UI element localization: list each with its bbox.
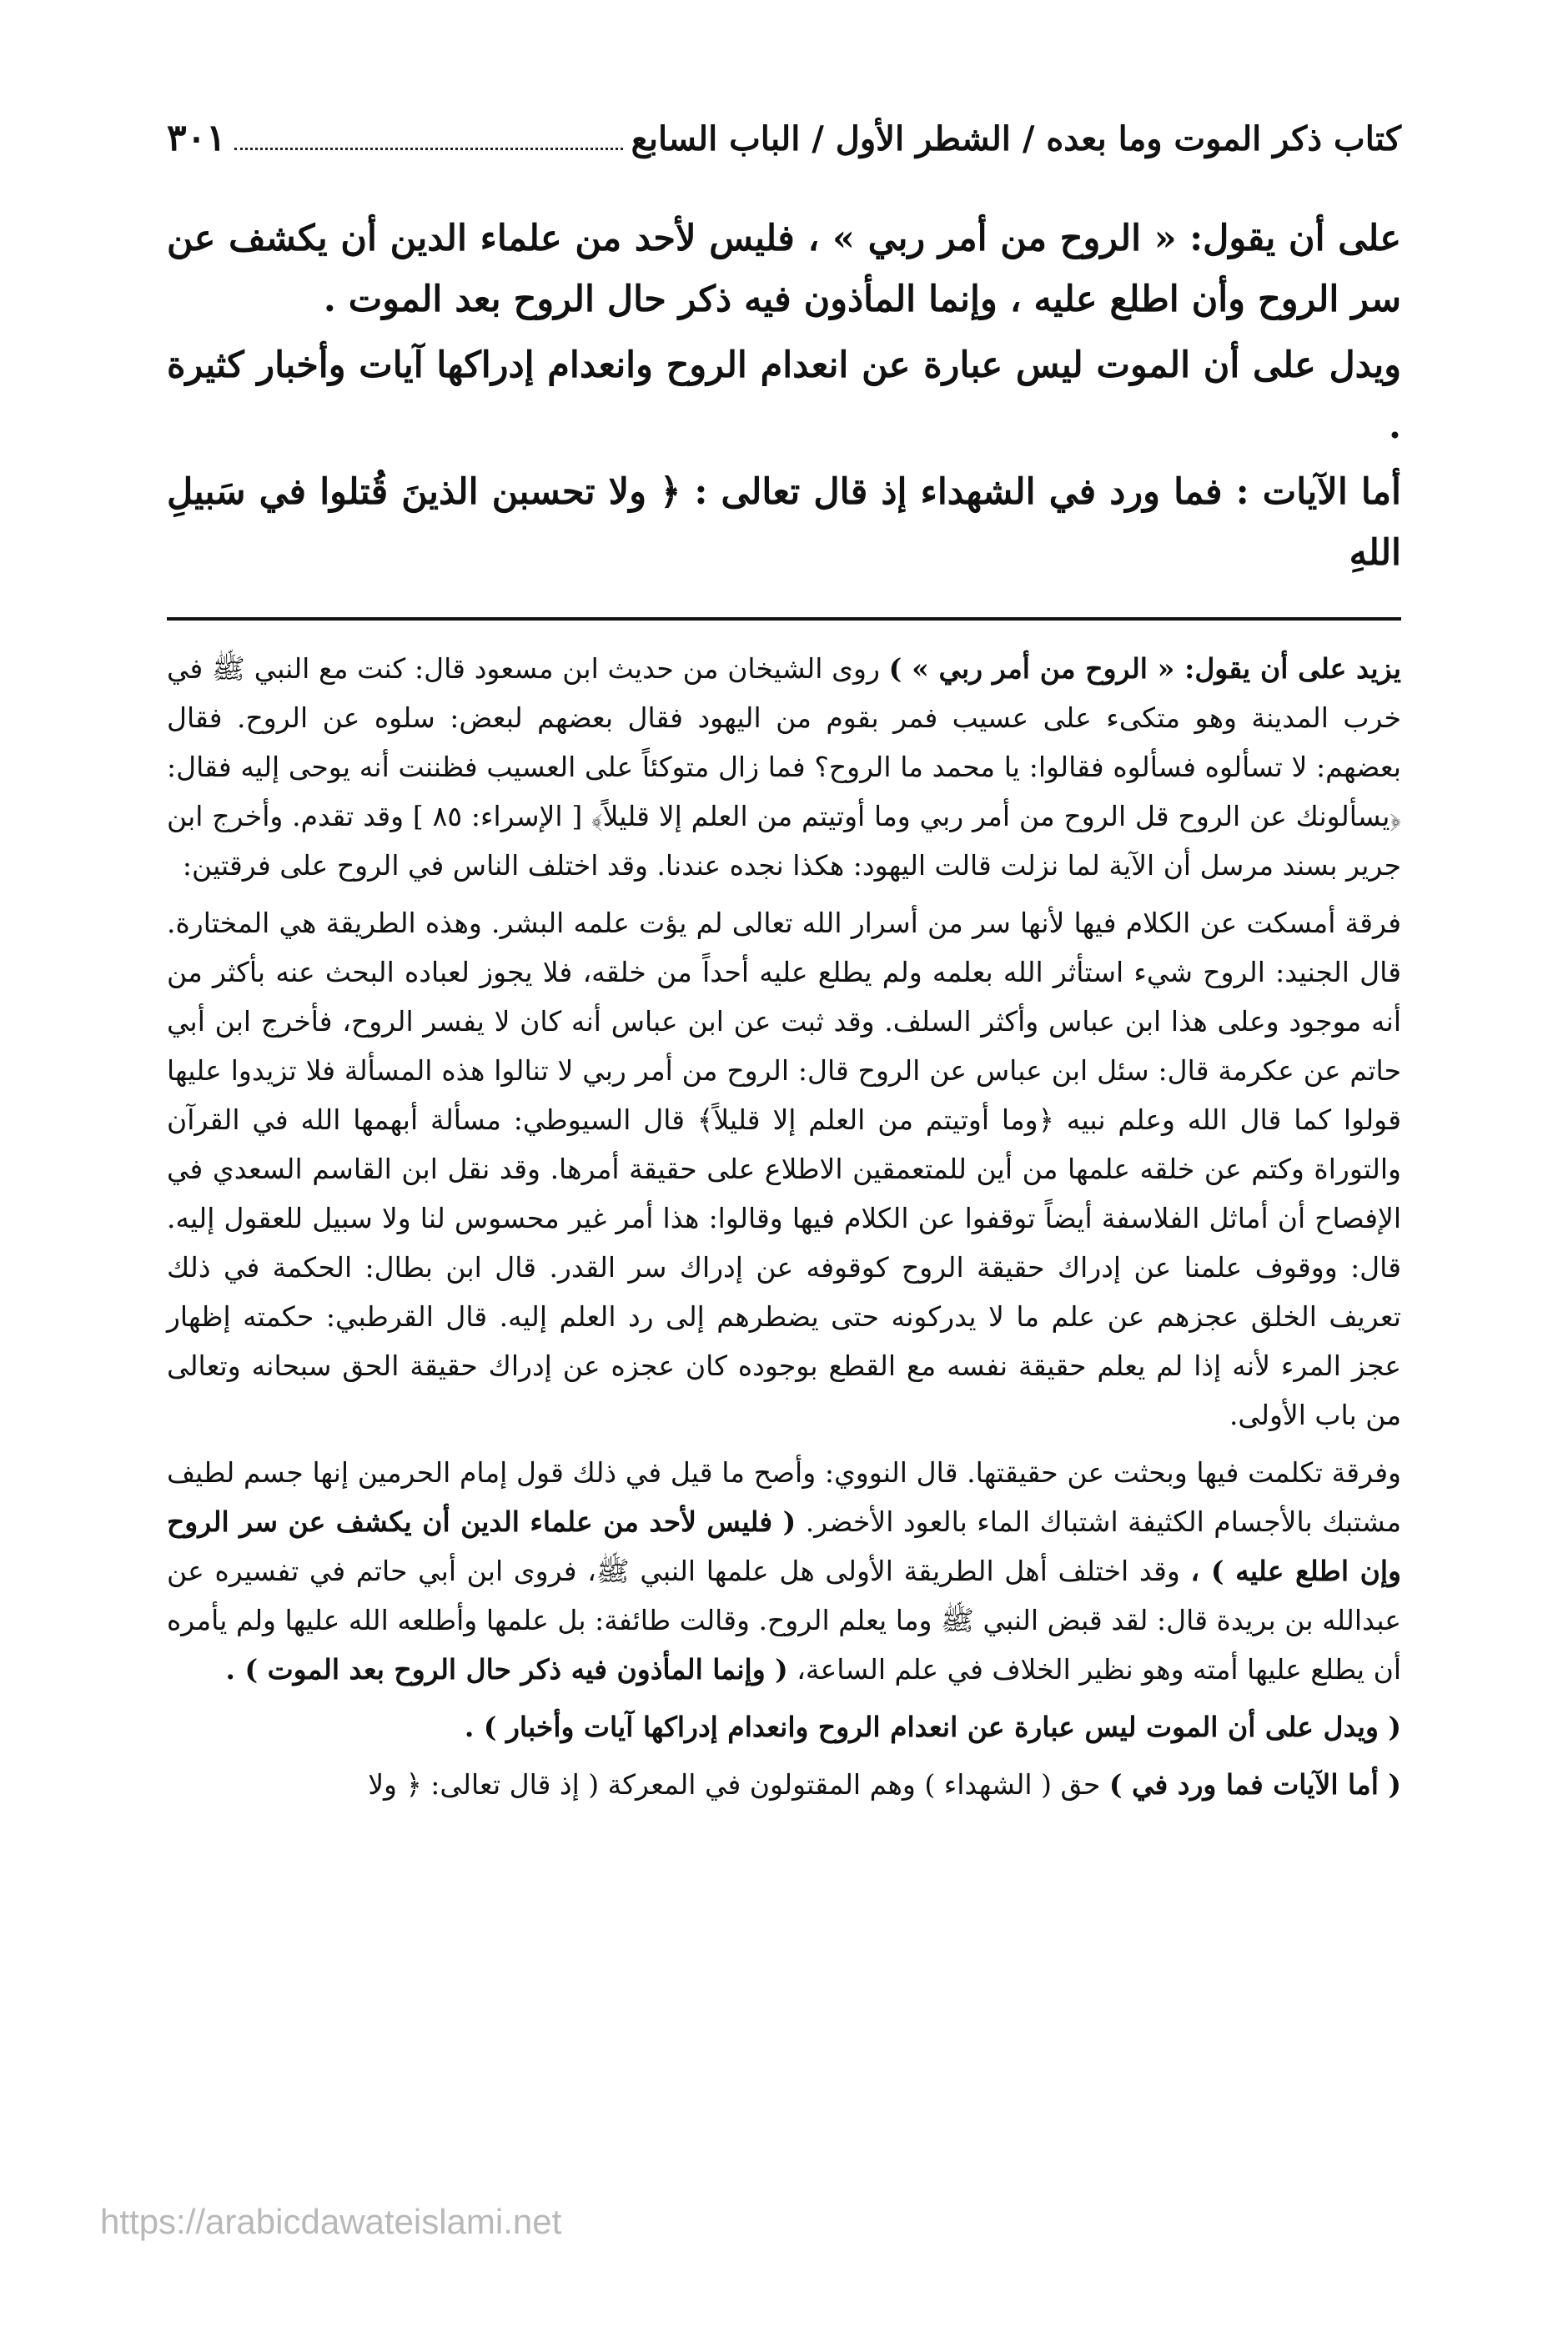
commentary-text: وقد اختلف أهل الطريقة الأولى هل علمها النبي ﷺ، فروى ابن أبي حاتم في تفسيره عن عبدالله بن بريدة قال: لقد قبض النبي ﷺ وما يعلم الروح. وقالت طائفة: بل علمها وأطلعه الله عليها ولم يأمره أن يطلع عليها أمته وهو نظير الخلاف في علم الساعة، (167, 1555, 1401, 1686)
commentary-paragraph (167, 1702, 1401, 1752)
commentary-paragraph (167, 1760, 1401, 1809)
footnote-divider (167, 617, 1401, 621)
main-paragraph: ويدل على أن الموت ليس عبارة عن انعدام الروح وانعدام إدراكها آيات وأخبار كثيرة . (167, 344, 1401, 447)
watermark-url: https://arabicdawateislami.net (100, 2202, 562, 2241)
commentary-paragraph (167, 898, 1401, 1440)
page-number: ٣٠١ (167, 117, 226, 159)
commentary-lemma: ( فليس لأحد من علماء الدين أن يكشف عن سر الروح وإن اطلع عليه ) ، (167, 1505, 1401, 1587)
commentary-text: حق ( الشهداء ) وهم المقتولون في المعركة ( إذ قال تعالى: ﴿ ولا (368, 1768, 1101, 1801)
main-text (167, 209, 1401, 584)
page-header (167, 117, 1401, 183)
main-paragraph: أما الآيات : فما ورد في الشهداء إذ قال تعالى : ﴿ ولا تحسبن الذينَ قُتلوا في سَبيلِ اللهِ (167, 471, 1401, 574)
commentary-lemma: ( وإنما المأذون فيه ذكر حال الروح بعد الموت ) . (225, 1653, 788, 1686)
commentary-text: روى الشيخان من حديث ابن مسعود قال: كنت مع النبي ﷺ في خرب المدينة وهو متكىء على عسيب فمر بقوم من اليهود فقال بعضهم لبعض: سلوه عن الروح. فقال بعضهم: لا تسألوه فسألوه فقالوا: يا محمد ما الروح؟ فما زال متوكئاً على العسيب فظننت أنه يوحى إليه فقال: ﴿يسألونك عن الروح قل الروح من أمر ربي وما أوتيتم من العلم إلا قليلاً﴾ [ الإسراء: ٨٥ ] وقد تقدم. وأخرج ابن جرير بسند مرسل أن الآية لما نزلت قالت اليهود: هكذا نجده عندنا. وقد اختلف الناس في الروح على فرقتين: (167, 652, 1401, 882)
main-paragraph: على أن يقول: « الروح من أمر ربي » ، فليس لأحد من علماء الدين أن يكشف عن سر الروح وأن اطلع عليه ، وإنما المأذون فيه ذكر حال الروح بعد الموت . (167, 218, 1401, 320)
commentary-text: وفرقة تكلمت فيها وبحثت عن حقيقتها. قال النووي: وأصح ما قيل في ذلك قول إمام الحرمين إنها جسم لطيف مشتبك بالأجسام الكثيفة اشتباك الماء بالعود الأخضر. (167, 1456, 1401, 1538)
commentary-paragraph (167, 644, 1401, 890)
commentary-lemma: ( ويدل على أن الموت ليس عبارة عن انعدام الروح وانعدام إدراكها آيات وأخبار ) . (464, 1711, 1401, 1743)
commentary-paragraph (167, 1448, 1401, 1694)
commentary-text: فرقة أمسكت عن الكلام فيها لأنها سر من أسرار الله تعالى لم يؤت علمه البشر. وهذه الطريقة هي المختارة. قال الجنيد: الروح شيء استأثر الله بعلمه ولم يطلع عليه أحداً من خلقه، فلا يجوز لعباده البحث عنه بأكثر من أنه موجود وعلى هذا ابن عباس وأكثر السلف. وقد ثبت عن ابن عباس أنه كان لا يفسر الروح، فأخرج ابن أبي حاتم عن عكرمة قال: سئل ابن عباس عن الروح قال: الروح من أمر ربي لا تنالوا هذه المسألة فلا تزيدوا عليها قولوا كما قال الله وعلم نبيه ﴿وما أوتيتم من العلم إلا قليلاً﴾ قال السيوطي: مسألة أبهمها الله في القرآن والتوراة وكتم عن خلقه علمها من أين للمتعمقين الاطلاع على حقيقة أمرها. وقد نقل ابن القاسم السعدي في الإفصاح أن أماثل الفلاسفة أيضاً توقفوا عن الكلام فيها وقالوا: هذا أمر غير محسوس لنا ولا سبيل للعقول إليه. قال: ووقوف علمنا عن إدراك حقيقة الروح كوقوفه عن إدراك سر القدر. قال ابن بطال: الحكمة في ذلك تعريف الخلق عجزهم عن علم ما لا يدركونه حتى يضطرهم إلى رد العلم إليه. قال القرطبي: حكمته إظهار عجز المرء لأنه إذا لم يعلم حقيقة نفسه مع القطع بوجوده كان عجزه عن إدراك حقيقة الحق سبحانه وتعالى من باب الأولى. (167, 907, 1401, 1431)
commentary-lemma: ( أما الآيات فما ورد في ) (1108, 1768, 1401, 1801)
header-dot-leader (234, 124, 623, 150)
running-title: كتاب ذكر الموت وما بعده / الشطر الأول / الباب السابع (631, 119, 1401, 158)
commentary-lemma: يزيد على أن يقول: « الروح من أمر ربي » ) (888, 652, 1401, 685)
commentary (167, 644, 1401, 1809)
